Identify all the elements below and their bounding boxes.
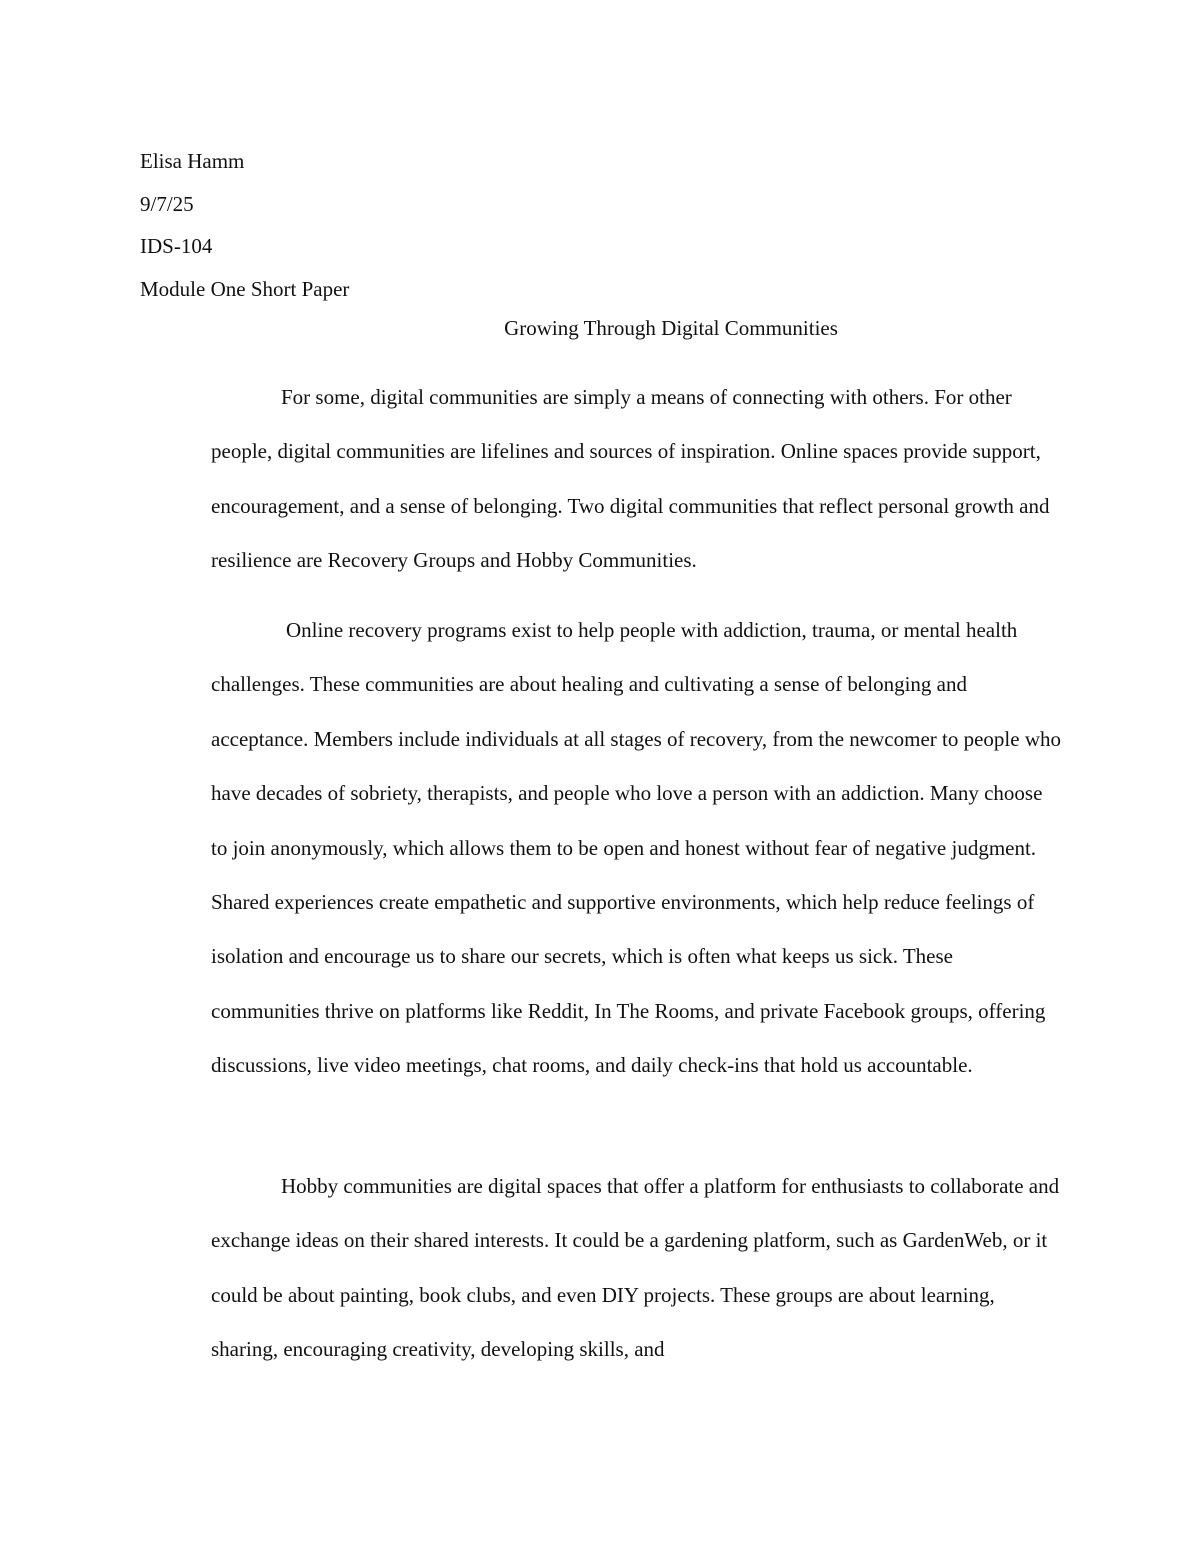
paragraph-hobby-communities: Hobby communities are digital spaces that offer a platform for enthusiasts to collaborate and exchange ideas on their shared interests. It could be a gardening platform, such as GardenWeb, or it could be about painting, book clubs, and even DIY projects. These groups are about learning, sharing, encouraging creativity, developing skills, and: [211, 1174, 1060, 1362]
paragraph-recovery-groups: Online recovery programs exist to help people with addiction, trauma, or mental health challenges. These communities are about healing and cultivating a sense of belonging and acceptance. Members include individuals at all stages of recovery, from the newcomer to people who have decades of sobriety, therapists, and people who love a person with an addiction. Many choose to join anonymously, which allows them to be open and honest without fear of negative judgment. Shared experiences create empathetic and supportive environments, which help reduce feelings of isolation and encourage us to share our secrets, which is often what keeps us sick. These communities thrive on platforms like Reddit, In The Rooms, and private Facebook groups, offering discussions, live video meetings, chat rooms, and daily check-ins that hold us accountable.: [211, 618, 1061, 1078]
paper-title: Growing Through Digital Communities: [504, 316, 838, 340]
assignment-name: Module One Short Paper: [140, 276, 350, 301]
paragraph-intro: For some, digital communities are simply a means of connecting with others. For other people, digital communities are lifelines and sources of inspiration. Online spaces provide support, encouragement, and a sense of belonging. Two digital communities that reflect personal growth and resilience are Recovery Groups and Hobby Communities.: [211, 385, 1050, 573]
paper-date: 9/7/25: [140, 191, 194, 216]
paper-header: [140, 140, 840, 310]
course-code: IDS-104: [140, 234, 213, 258]
author-name: Elisa Hamm: [140, 149, 245, 173]
